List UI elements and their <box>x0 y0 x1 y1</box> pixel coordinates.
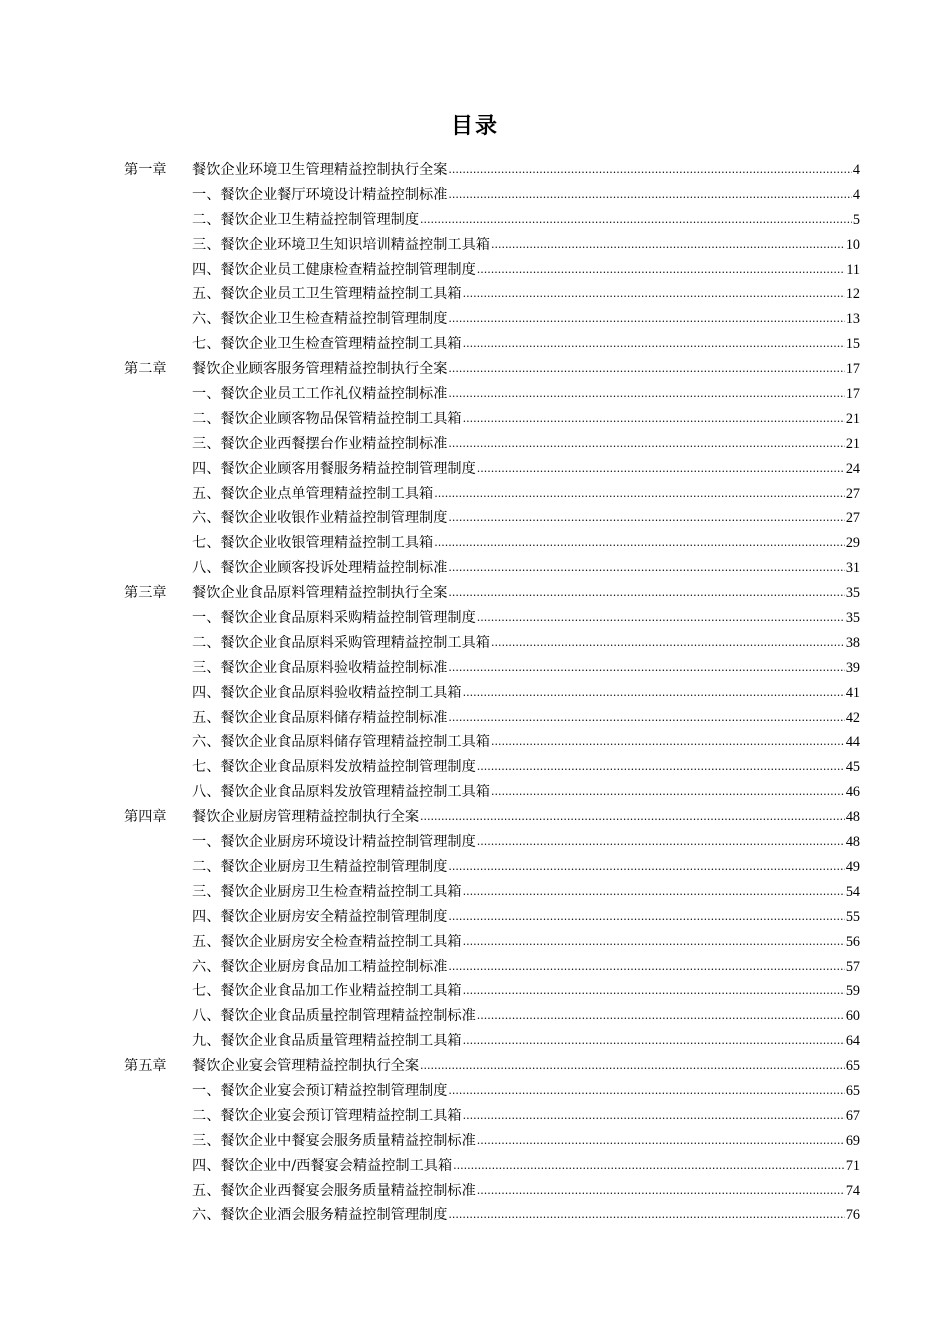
dot-leader <box>477 755 845 780</box>
dot-leader <box>448 307 844 332</box>
page-number: 44 <box>845 734 860 751</box>
dot-leader <box>420 805 845 830</box>
page-number: 27 <box>845 510 860 527</box>
dot-leader <box>491 730 845 755</box>
toc-section-entry[interactable] <box>124 382 860 407</box>
page-number: 13 <box>845 311 860 328</box>
dot-leader <box>448 506 844 531</box>
toc-section-entry[interactable] <box>124 208 860 233</box>
section-title: 七、餐饮企业食品加工作业精益控制工具箱 <box>192 983 462 1000</box>
chapter-number: 第二章 <box>124 361 167 378</box>
dot-leader <box>448 357 844 382</box>
section-title: 八、餐饮企业顾客投诉处理精益控制标准 <box>192 560 448 577</box>
toc-section-entry[interactable] <box>124 282 860 307</box>
section-title: 三、餐饮企业西餐摆台作业精益控制标准 <box>192 435 448 452</box>
toc-section-entry[interactable] <box>124 681 860 706</box>
section-title: 四、餐饮企业员工健康检查精益控制管理制度 <box>192 261 476 278</box>
dot-leader <box>448 183 852 208</box>
section-title: 七、餐饮企业收银管理精益控制工具箱 <box>192 535 434 552</box>
dot-leader <box>448 905 844 930</box>
section-title: 一、餐饮企业员工工作礼仪精益控制标准 <box>192 386 448 403</box>
page-number: 21 <box>845 435 860 452</box>
section-title: 三、餐饮企业中餐宴会服务质量精益控制标准 <box>192 1132 476 1149</box>
page-number: 35 <box>845 585 860 602</box>
dot-leader <box>448 158 852 183</box>
section-title: 九、餐饮企业食品质量管理精益控制工具箱 <box>192 1033 462 1050</box>
toc-section-entry[interactable] <box>124 706 860 731</box>
page-number: 69 <box>845 1132 860 1149</box>
page-number: 49 <box>845 858 860 875</box>
dot-leader <box>448 1079 844 1104</box>
page-number: 57 <box>845 958 860 975</box>
toc-section-entry[interactable] <box>124 1104 860 1129</box>
page-number: 55 <box>845 908 860 925</box>
toc-section-entry[interactable] <box>124 955 860 980</box>
page-number: 76 <box>845 1207 860 1224</box>
toc-section-entry[interactable] <box>124 432 860 457</box>
toc-section-entry[interactable] <box>124 606 860 631</box>
toc-section-entry[interactable] <box>124 979 860 1004</box>
toc-section-entry[interactable] <box>124 531 860 556</box>
toc-section-entry[interactable] <box>124 830 860 855</box>
dot-leader <box>463 1029 845 1054</box>
section-title: 一、餐饮企业厨房环境设计精益控制管理制度 <box>192 834 476 851</box>
toc-section-entry[interactable] <box>124 1154 860 1179</box>
dot-leader <box>463 681 845 706</box>
dot-leader <box>448 432 844 457</box>
section-title: 二、餐饮企业顾客物品保管精益控制工具箱 <box>192 410 462 427</box>
dot-leader <box>477 830 845 855</box>
dot-leader <box>463 1104 845 1129</box>
toc-section-entry[interactable] <box>124 855 860 880</box>
toc-section-entry[interactable] <box>124 631 860 656</box>
toc-chapter-entry[interactable] <box>124 1054 860 1079</box>
page-number: 67 <box>845 1107 860 1124</box>
page-number: 45 <box>845 759 860 776</box>
section-title: 七、餐饮企业卫生检查管理精益控制工具箱 <box>192 336 462 353</box>
toc-chapter-entry[interactable] <box>124 158 860 183</box>
page-number: 4 <box>852 162 860 178</box>
section-title: 六、餐饮企业食品原料储存管理精益控制工具箱 <box>192 734 490 751</box>
dot-leader <box>463 930 845 955</box>
page-number: 64 <box>845 1033 860 1050</box>
section-title: 八、餐饮企业食品质量控制管理精益控制标准 <box>192 1008 476 1025</box>
dot-leader <box>477 1129 845 1154</box>
page-number: 10 <box>845 236 860 253</box>
section-title: 四、餐饮企业食品原料验收精益控制工具箱 <box>192 684 462 701</box>
page-number: 12 <box>845 286 860 303</box>
dot-leader <box>477 606 845 631</box>
toc-title: 目录 <box>450 114 499 139</box>
dot-leader <box>448 382 844 407</box>
section-title: 五、餐饮企业西餐宴会服务质量精益控制标准 <box>192 1182 476 1199</box>
dot-leader <box>453 1154 845 1179</box>
toc-section-entry[interactable] <box>124 307 860 332</box>
dot-leader <box>448 656 844 681</box>
dot-leader <box>463 282 845 307</box>
section-title: 六、餐饮企业卫生检查精益控制管理制度 <box>192 311 448 328</box>
page-number: 24 <box>845 460 860 477</box>
page-number: 39 <box>845 659 860 676</box>
toc-section-entry[interactable] <box>124 407 860 432</box>
page-number: 65 <box>845 1082 860 1099</box>
chapter-title: 餐饮企业食品原料管理精益控制执行全案 <box>192 585 448 602</box>
toc-section-entry[interactable] <box>124 755 860 780</box>
page-number: 71 <box>845 1157 860 1174</box>
page-number: 48 <box>845 834 860 851</box>
toc-section-entry[interactable] <box>124 233 860 258</box>
toc-section-entry[interactable] <box>124 332 860 357</box>
dot-leader <box>463 332 845 357</box>
toc-chapter-entry[interactable] <box>124 805 860 830</box>
dot-leader <box>420 208 852 233</box>
section-title: 六、餐饮企业收银作业精益控制管理制度 <box>192 510 448 527</box>
toc-section-entry[interactable] <box>124 457 860 482</box>
section-title: 一、餐饮企业食品原料采购精益控制管理制度 <box>192 610 476 627</box>
page-number: 21 <box>845 410 860 427</box>
section-title: 三、餐饮企业厨房卫生检查精益控制工具箱 <box>192 883 462 900</box>
dot-leader <box>463 407 845 432</box>
page-number: 38 <box>845 634 860 651</box>
dot-leader <box>434 531 845 556</box>
page-number: 11 <box>846 261 860 278</box>
section-title: 三、餐饮企业食品原料验收精益控制标准 <box>192 659 448 676</box>
section-title: 二、餐饮企业食品原料采购管理精益控制工具箱 <box>192 634 490 651</box>
page-number: 35 <box>845 610 860 627</box>
toc-section-entry[interactable] <box>124 258 860 283</box>
section-title: 五、餐饮企业厨房安全检查精益控制工具箱 <box>192 933 462 950</box>
toc-section-entry[interactable] <box>124 1179 860 1204</box>
section-title: 八、餐饮企业食品原料发放管理精益控制工具箱 <box>192 784 490 801</box>
dot-leader <box>477 258 846 283</box>
toc-chapter-entry[interactable] <box>124 581 860 606</box>
toc-section-entry[interactable] <box>124 905 860 930</box>
toc-chapter-entry[interactable] <box>124 357 860 382</box>
dot-leader <box>477 1179 845 1204</box>
chapter-title: 餐饮企业厨房管理精益控制执行全案 <box>192 809 420 826</box>
section-title: 五、餐饮企业食品原料储存精益控制标准 <box>192 709 448 726</box>
page-number: 5 <box>852 211 860 228</box>
page-number: 15 <box>845 336 860 353</box>
dot-leader <box>434 482 845 507</box>
toc-section-entry[interactable] <box>124 730 860 755</box>
page-number: 74 <box>845 1182 860 1199</box>
toc-section-entry[interactable] <box>124 930 860 955</box>
table-of-contents <box>124 158 860 1228</box>
section-title: 六、餐饮企业厨房食品加工精益控制标准 <box>192 958 448 975</box>
toc-section-entry[interactable] <box>124 880 860 905</box>
dot-leader <box>491 233 845 258</box>
toc-section-entry[interactable] <box>124 1203 860 1228</box>
dot-leader <box>420 1054 845 1079</box>
dot-leader <box>491 631 845 656</box>
page-number: 60 <box>845 1008 860 1025</box>
page-number: 54 <box>845 883 860 900</box>
dot-leader <box>448 1203 844 1228</box>
page-number: 4 <box>852 186 860 203</box>
section-title: 七、餐饮企业食品原料发放精益控制管理制度 <box>192 759 476 776</box>
page-number: 56 <box>845 933 860 950</box>
chapter-title: 餐饮企业顾客服务管理精益控制执行全案 <box>192 361 448 378</box>
toc-section-entry[interactable] <box>124 1029 860 1054</box>
toc-section-entry[interactable] <box>124 1129 860 1154</box>
page-number: 41 <box>845 684 860 701</box>
dot-leader <box>448 955 844 980</box>
chapter-number: 第五章 <box>124 1058 167 1075</box>
section-title: 四、餐饮企业中/西餐宴会精益控制工具箱 <box>192 1157 453 1174</box>
page-number: 27 <box>845 485 860 502</box>
page-number: 65 <box>845 1058 860 1075</box>
toc-section-entry[interactable] <box>124 556 860 581</box>
section-title: 一、餐饮企业餐厅环境设计精益控制标准 <box>192 186 448 203</box>
dot-leader <box>448 855 844 880</box>
section-title: 二、餐饮企业厨房卫生精益控制管理制度 <box>192 858 448 875</box>
dot-leader <box>477 457 845 482</box>
toc-section-entry[interactable] <box>124 1079 860 1104</box>
dot-leader <box>463 979 845 1004</box>
page-number: 29 <box>845 535 860 552</box>
dot-leader <box>463 880 845 905</box>
section-title: 五、餐饮企业点单管理精益控制工具箱 <box>192 485 434 502</box>
page-number: 42 <box>845 709 860 726</box>
toc-section-entry[interactable] <box>124 506 860 531</box>
section-title: 三、餐饮企业环境卫生知识培训精益控制工具箱 <box>192 236 490 253</box>
page-number: 46 <box>845 784 860 801</box>
toc-section-entry[interactable] <box>124 1004 860 1029</box>
section-title: 四、餐饮企业厨房安全精益控制管理制度 <box>192 908 448 925</box>
dot-leader <box>491 780 845 805</box>
chapter-number: 第三章 <box>124 585 167 602</box>
toc-section-entry[interactable] <box>124 780 860 805</box>
page-number: 31 <box>845 560 860 577</box>
dot-leader <box>448 581 844 606</box>
section-title: 六、餐饮企业酒会服务精益控制管理制度 <box>192 1207 448 1224</box>
page-number: 17 <box>845 386 860 403</box>
dot-leader <box>448 706 844 731</box>
page-number: 59 <box>845 983 860 1000</box>
section-title: 二、餐饮企业宴会预订管理精益控制工具箱 <box>192 1107 462 1124</box>
section-title: 四、餐饮企业顾客用餐服务精益控制管理制度 <box>192 460 476 477</box>
page-number: 17 <box>845 361 860 378</box>
chapter-title: 餐饮企业宴会管理精益控制执行全案 <box>192 1058 420 1075</box>
dot-leader <box>477 1004 845 1029</box>
toc-section-entry[interactable] <box>124 482 860 507</box>
chapter-number: 第一章 <box>124 162 167 178</box>
section-title: 一、餐饮企业宴会预订精益控制管理制度 <box>192 1082 448 1099</box>
chapter-number: 第四章 <box>124 809 167 826</box>
page-number: 48 <box>845 809 860 826</box>
toc-section-entry[interactable] <box>124 656 860 681</box>
section-title: 二、餐饮企业卫生精益控制管理制度 <box>192 211 420 228</box>
toc-section-entry[interactable] <box>124 183 860 208</box>
section-title: 五、餐饮企业员工卫生管理精益控制工具箱 <box>192 286 462 303</box>
chapter-title: 餐饮企业环境卫生管理精益控制执行全案 <box>192 162 448 178</box>
dot-leader <box>448 556 844 581</box>
